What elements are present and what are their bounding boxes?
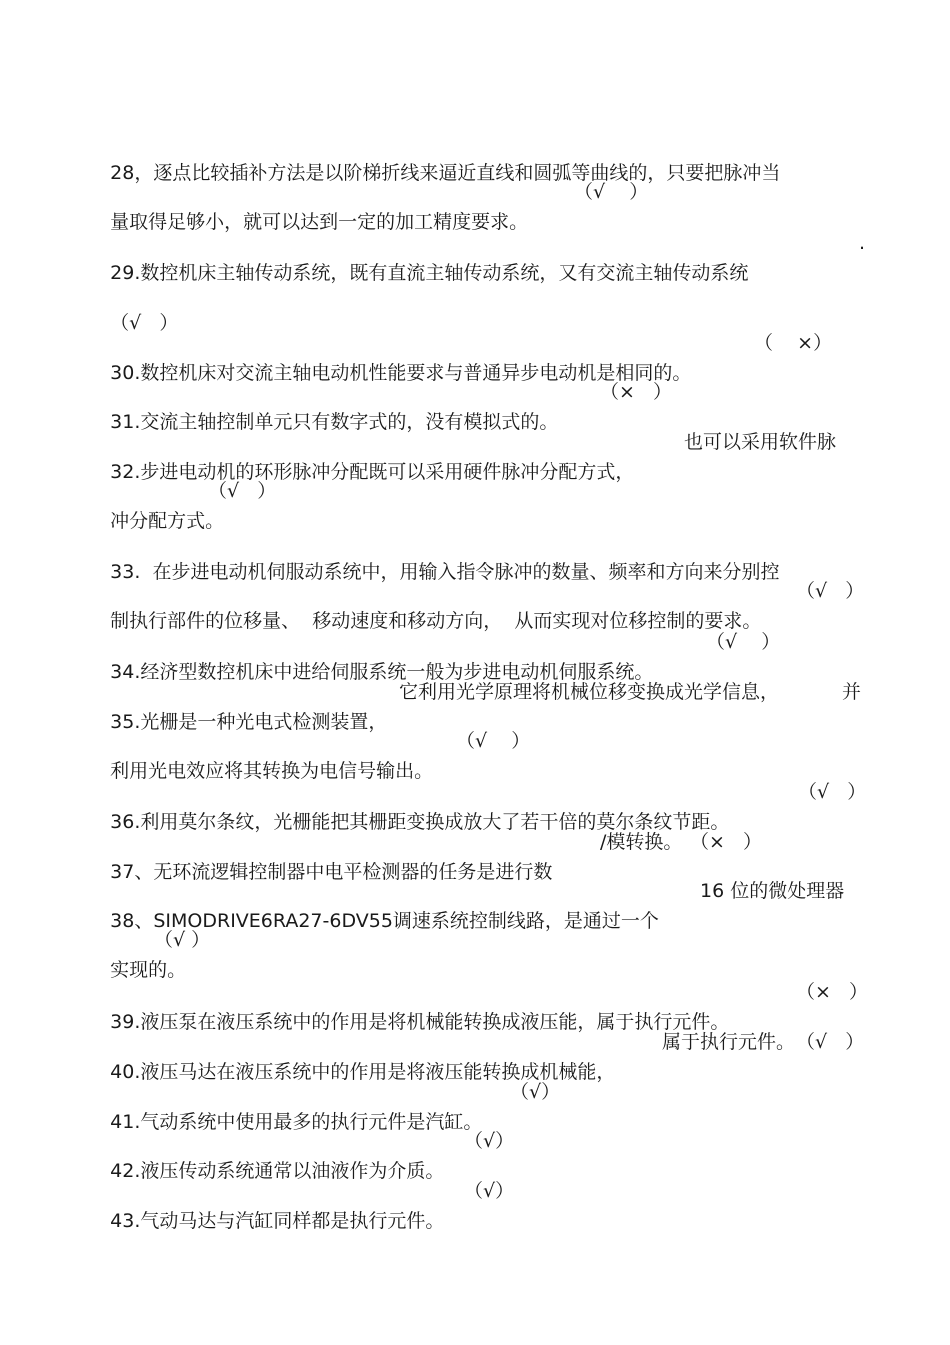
item-34 [86,627,781,683]
item-35-text-b: 它利用光学原理将机械位移变换成光学信息， [399,681,780,703]
item-32-line-1 [86,427,837,483]
item-28-text: 28，逐点比较插补方法是以阶梯折线来逼近直线和圆弧等曲线的，只要把脉冲当 [110,162,781,184]
item-43-answer: （√） [464,1180,515,1202]
item-29-line-2 [86,278,179,334]
item-30 [86,328,833,384]
item-40-answer: （√ ） [796,1031,865,1053]
item-29-dot: . [859,232,866,254]
item-40-text-b: 属于执行元件。 [662,1031,796,1053]
item-37-text: 37、无环流逻辑控制器中电平检测器的任务是进行数 [110,861,553,883]
item-32-line-2 [86,476,277,532]
item-39-answer: （× ） [796,981,869,1003]
item-37 [86,827,763,883]
item-36-text: 36.利用莫尔条纹，光栅能把其栅距变换成放大了若干倍的莫尔条纹节距。 [110,811,730,833]
item-31-text: 31.交流主轴控制单元只有数字式的，没有模拟式的。 [110,411,559,433]
item-29-line-1 [86,228,866,284]
item-38-text: 38、SIMODRIVE6RA27-6DV55调速系统控制线路，是通过一个 [110,910,659,932]
item-40-text: 40.液压马达在液压系统中的作用是将液压能转换成机械能， [110,1061,616,1083]
item-31 [86,377,673,433]
item-31-answer: （× ） [600,381,673,403]
item-35-text: 35.光栅是一种光电式检测装置， [110,711,388,733]
item-35-line-1 [86,677,862,733]
item-37-answer: （× ） [690,831,763,853]
item-43 [86,1176,515,1232]
item-33-text: 33. 在步进电动机伺服动系统中，用输入指令脉冲的数量、频率和方向来分别控 [110,561,780,583]
item-38-text-cont: 实现的。 [110,959,187,981]
item-28-line-1 [86,128,781,184]
item-32-text-cont: 冲分配方式。 [110,510,225,532]
item-33-line-1 [86,527,780,583]
item-42-text: 42.液压传动系统通常以油液作为介质。 [110,1160,445,1182]
item-35-text-c: 并 [842,681,862,703]
item-29-text: 29.数控机床主轴传动系统，既有直流主轴传动系统，又有交流主轴传动系统 [110,262,749,284]
item-41-answer: （√） [510,1081,561,1103]
item-39-text: 39.液压泵在液压系统中的作用是将机械能转换成液压能，属于执行元件。 [110,1011,730,1033]
item-35-text-cont: 利用光电效应将其转换为电信号输出。 [110,760,434,782]
item-41 [86,1077,561,1133]
item-38-answer: （√ ） [154,929,211,951]
item-34-text: 34.经济型数控机床中进给伺服系统一般为步进电动机伺服系统。 [110,661,654,683]
item-36-answer: （√ ） [798,781,867,803]
item-41-text: 41.气动系统中使用最多的执行元件是汽缸。 [110,1111,483,1133]
item-29-answer: （√ ） [110,312,179,334]
item-28-line-2 [86,177,649,233]
item-28-text-cont: 量取得足够小，就可以达到一定的加工精度要求。 [110,211,529,233]
item-33-answer: （√ ） [796,580,865,602]
item-35-line-2 [86,726,531,782]
item-43-text: 43.气动马达与汽缸同样都是执行元件。 [110,1210,445,1232]
item-38-text-b: 16 位的微处理器 [700,880,845,902]
item-28-answer: （√ ） [574,181,649,203]
item-38-line-2 [86,925,211,981]
item-30-text: 30.数控机床对交流主轴电动机性能要求与普通异步电动机是相同的。 [110,362,692,384]
item-32-answer: （√ ） [208,480,277,502]
item-37-text-b: /模转换。 [600,831,683,853]
item-42-answer: （√） [464,1130,515,1152]
item-32-text-b: 也可以采用软件脉 [684,431,837,453]
item-30-answer: （ ×） [754,332,833,354]
item-33-text-cont: 制执行部件的位移量、 移动速度和移动方向， 从而实现对位移控制的要求。 [110,610,762,632]
item-39 [86,977,869,1033]
item-35-answer: （√ ） [456,730,531,752]
item-36 [86,777,867,833]
item-32-text: 32.步进电动机的环形脉冲分配既可以采用硬件脉冲分配方式， [110,461,635,483]
item-38-line-1 [86,876,845,932]
item-34-answer: （√ ） [706,631,781,653]
item-42 [86,1126,515,1182]
item-33-line-2 [86,576,865,632]
item-40 [86,1027,865,1083]
